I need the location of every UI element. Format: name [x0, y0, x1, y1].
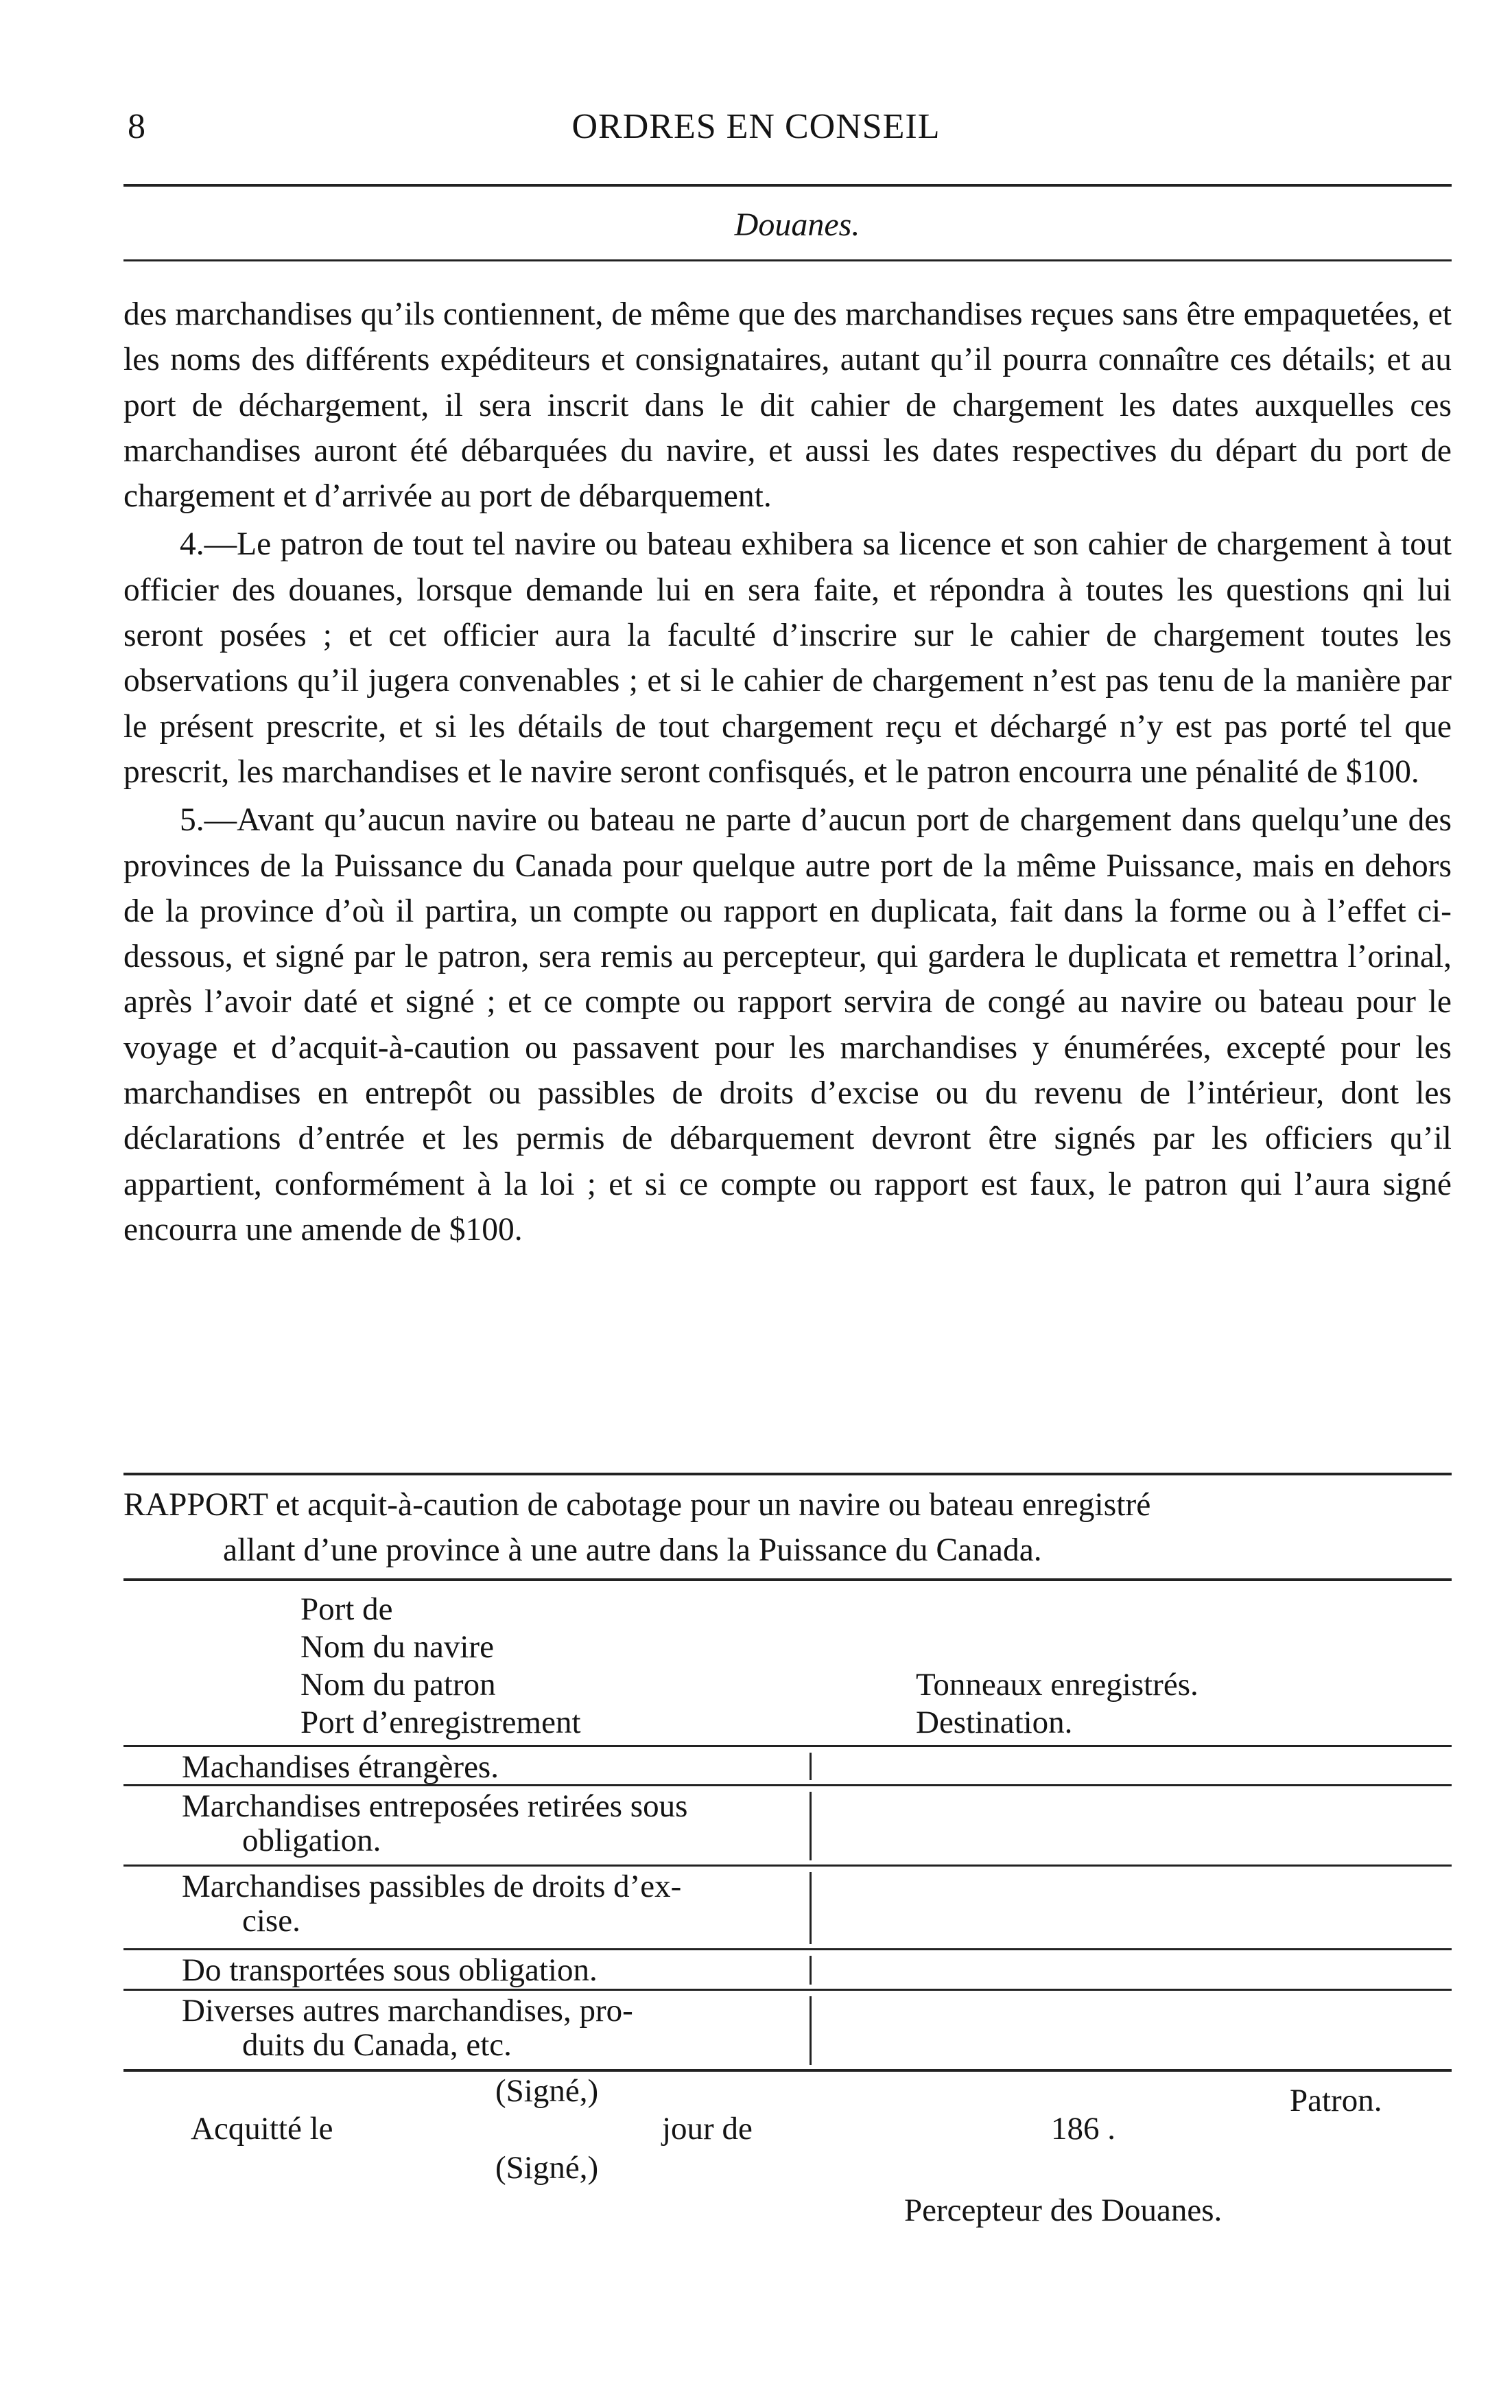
paragraph-continuation: des marchandises qu’ils contiennent, de même que des marchandises reçues sans être empaquetées, et les noms des différents expéditeurs et consignataires, autant qu’il pourra connaître ces détails; et au port de déchargement, il sera inscrit dans le dit cahier de chargement les dates auxquelles ces marchandises auront été débarquées du navire, et aussi les dates respectives du départ du port de chargement et d’arrivée au port de débarquement. [123, 296, 1452, 515]
form-fields-left [300, 1591, 581, 1742]
column-divider [810, 1753, 812, 1780]
row-label: Machandises étrangères. [182, 1749, 499, 1785]
table-row [123, 1989, 1452, 2069]
column-divider [810, 1872, 812, 1944]
goods-table [123, 1745, 1452, 2072]
body-text [123, 292, 1452, 1252]
table-row [123, 1948, 1452, 1989]
report-title-line1: RAPPORT et acquit-à-caution de cabotage pour un navire ou bateau enregistré [123, 1487, 1151, 1523]
section-title: Douanes. [734, 207, 860, 243]
field-destination: Destination. [916, 1705, 1073, 1740]
report-rule-top [123, 1473, 1452, 1475]
field-port-de: Port de [300, 1591, 393, 1627]
table-bottom-rule [123, 2069, 1452, 2072]
signe-label-percepteur: (Signé,) [495, 2150, 599, 2186]
table-row [123, 1865, 1452, 1948]
report-title-line2: allant d’une province à une autre dans la Puissance du Canada. [223, 1532, 1042, 1568]
field-port-enregistrement: Port d’enregistrement [300, 1705, 581, 1740]
year-label: 186 . [1051, 2111, 1115, 2147]
page-number: 8 [128, 107, 145, 146]
column-divider [810, 1996, 812, 2065]
field-tonneaux: Tonneaux enregistrés. [916, 1667, 1198, 1703]
paragraph-article-4: 4.—Le patron de tout tel navire ou bateau exhibera sa licence et son cahier de chargement à tout officier des douanes, lorsque demande lui en sera faite, et répondra à toutes les questions qni lui seront posées ; et cet officier aura la faculté d’inscrire sur le cahier de chargement toutes les observations qu’il jugera convenables ; et si le cahier de chargement n’est pas tenu de la manière par le présent prescrite, et si les détails de tout chargement reçu et déchargé n’y est pas porté tel que prescrit, les marchandises et le navire seront confisqués, et le patron encourra une pénalité de $100. [123, 526, 1452, 790]
patron-label: Patron. [1290, 2083, 1382, 2118]
report-rule-title [123, 1578, 1452, 1581]
row-label: Marchandises entreposées retirées sous obligation. [182, 1788, 688, 1858]
column-divider [810, 1792, 812, 1860]
header-rule-bottom [123, 259, 1452, 261]
table-row [123, 1784, 1452, 1865]
form-fields-right [916, 1666, 1198, 1742]
field-nom-patron: Nom du patron [300, 1667, 496, 1703]
field-nom-navire: Nom du navire [300, 1629, 494, 1665]
jour-de-label: jour de [662, 2111, 753, 2147]
signe-label-patron: (Signé,) [495, 2073, 599, 2109]
percepteur-label: Percepteur des Douanes. [904, 2193, 1222, 2228]
report-title [123, 1482, 1452, 1573]
row-label: Do transportées sous obligation. [182, 1952, 598, 1988]
row-label: Diverses autres marchandises, pro- duits du Canada, etc. [182, 1993, 633, 2063]
paragraph-article-5: 5.—Avant qu’aucun navire ou bateau ne parte d’aucun port de chargement dans quelqu’une des provinces de la Puissance du Canada pour quelque autre port de la même Puissance, mais en dehors de la province d’où il partira, un compte ou rapport en duplicata, fait dans la forme ou à l’effet ci-dessous, et signé par le patron, sera remis au percepteur, qui gardera le duplicata et remettra l’orinal, après l’avoir daté et signé ; et ce compte ou rapport servira de congé au navire ou bateau pour le voyage et d’acquit-à-caution ou passavent pour les marchandises y énumérées, excepté pour les marchandises en entrepôt ou passibles de droits d’excise ou du revenu de l’intérieur, dont les déclarations d’entrée et les permis de débarquement devront être signés par les officiers qu’il appartient, conformément à la loi ; et si ce compte ou rapport est faux, le patron qui l’aura signé encourra une amende de $100. [123, 802, 1452, 1248]
column-divider [810, 1956, 812, 1985]
row-label: Marchandises passibles de droits d’ex- cise. [182, 1869, 682, 1939]
acquitte-label: Acquitté le [191, 2111, 333, 2147]
header-rule-top [123, 184, 1452, 187]
running-title: ORDRES EN CONSEIL [571, 107, 941, 146]
table-row [123, 1745, 1452, 1784]
